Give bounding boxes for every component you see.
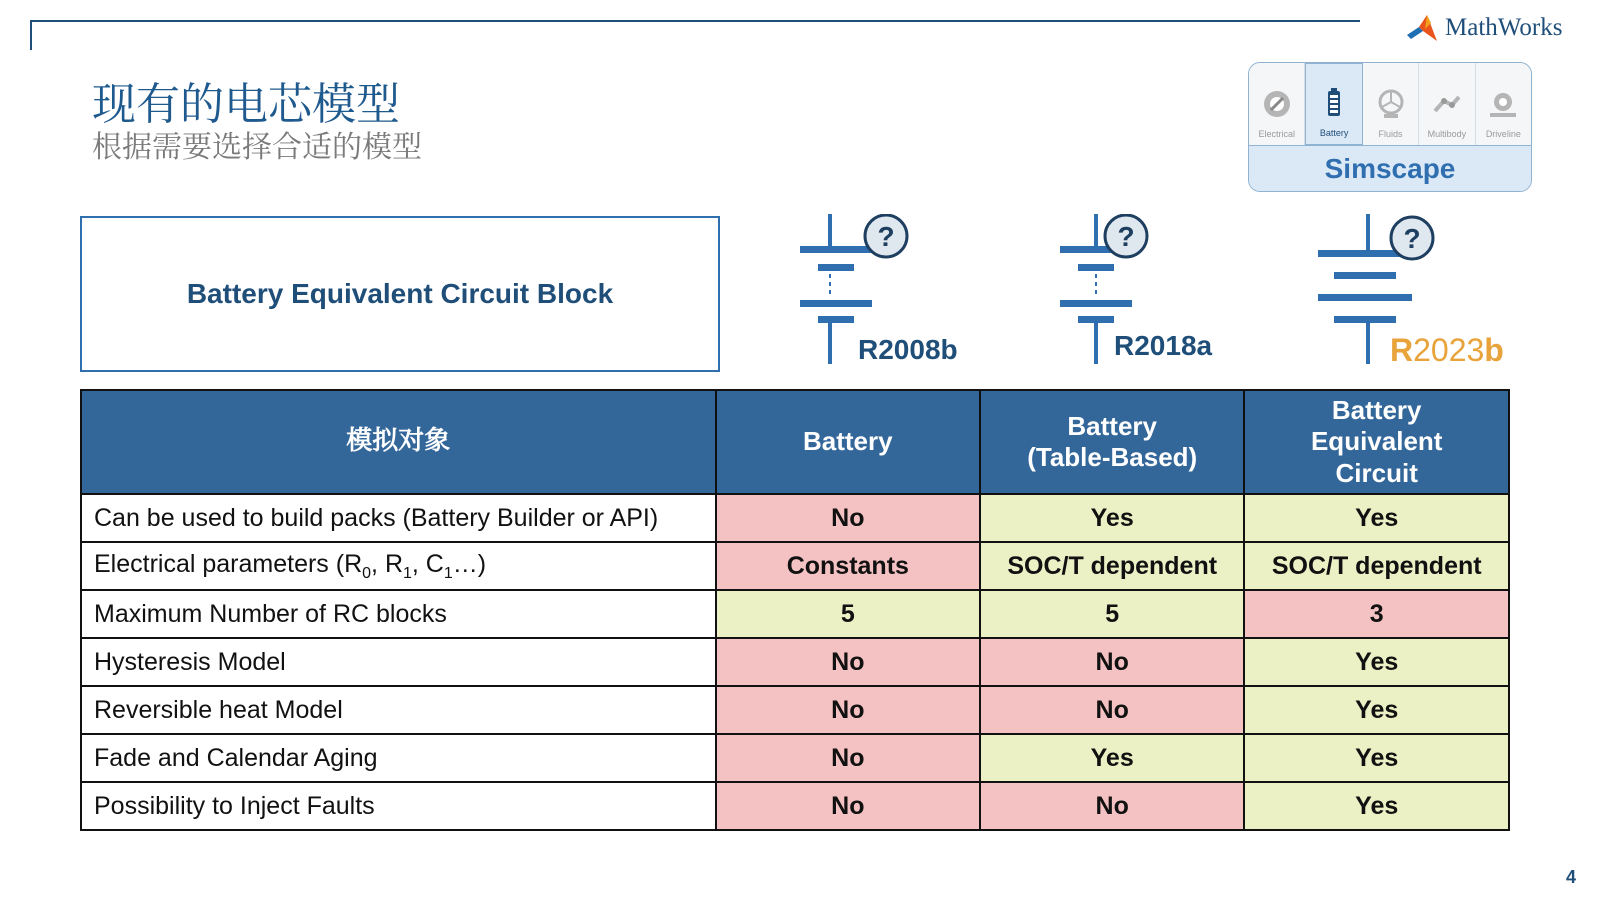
value-cell: No xyxy=(716,734,980,782)
row-label: Hysteresis Model xyxy=(81,638,716,686)
value-cell: 5 xyxy=(716,590,980,638)
release-r2023b xyxy=(1390,332,1504,369)
row-label: Maximum Number of RC blocks xyxy=(81,590,716,638)
table-row xyxy=(81,494,1509,542)
table-row xyxy=(81,686,1509,734)
header-cell: Battery xyxy=(716,390,980,494)
page-title: 现有的电芯模型 xyxy=(92,79,400,130)
simscape-tab-fluids xyxy=(1363,63,1419,145)
simscape-tab-electrical xyxy=(1249,63,1305,145)
table-row xyxy=(81,782,1509,830)
label-part: …) xyxy=(452,549,487,578)
simscape-tab-battery xyxy=(1305,63,1362,145)
table-row xyxy=(81,638,1509,686)
label-part: , C xyxy=(411,549,444,578)
table-header-row xyxy=(81,390,1509,494)
mathworks-logo xyxy=(1405,8,1580,48)
table-row xyxy=(81,590,1509,638)
top-rule-tick xyxy=(30,20,32,50)
header-line: Circuit xyxy=(1335,457,1418,488)
table-row xyxy=(81,542,1509,590)
simscape-tab-label: Multibody xyxy=(1427,129,1467,139)
row-label: Reversible heat Model xyxy=(81,686,716,734)
release-r2008b: R2008b xyxy=(858,334,958,365)
row-label xyxy=(81,542,716,590)
simscape-name: Simscape xyxy=(1249,145,1531,192)
value-cell: Yes xyxy=(1244,638,1509,686)
help-icon: ? xyxy=(1117,221,1135,252)
header-line: Battery xyxy=(1067,410,1157,441)
label-sub: 1 xyxy=(443,564,453,582)
header-line: (Table-Based) xyxy=(1027,442,1198,472)
value-cell: Yes xyxy=(1244,734,1509,782)
label-part: , R xyxy=(371,549,403,578)
value-cell: No xyxy=(980,638,1244,686)
label-sub: 0 xyxy=(362,564,372,582)
value-cell: 5 xyxy=(980,590,1244,638)
value-cell: No xyxy=(716,686,980,734)
value-cell: No xyxy=(716,782,980,830)
help-icon: ? xyxy=(1403,223,1421,254)
value-cell: 3 xyxy=(1244,590,1509,638)
membrane-icon xyxy=(1405,13,1439,43)
top-rule xyxy=(30,20,1360,22)
value-cell: No xyxy=(980,782,1244,830)
header-line: Equivalent xyxy=(1310,426,1443,457)
value-cell: Yes xyxy=(1244,686,1509,734)
simscape-tab-label: Fluids xyxy=(1378,129,1403,139)
header-cell xyxy=(980,390,1244,494)
release-mid: 2023 xyxy=(1413,332,1485,368)
comparison-table xyxy=(80,389,1510,831)
label-sub: 1 xyxy=(403,564,412,582)
page-number: 4 xyxy=(1565,867,1576,887)
battery-icon xyxy=(1319,88,1349,118)
simscape-tab-driveline xyxy=(1476,63,1531,145)
electrical-icon xyxy=(1262,89,1292,119)
row-label: Fade and Calendar Aging xyxy=(81,734,716,782)
label-part: Electrical parameters (R xyxy=(94,549,363,578)
ecb-label-box: Battery Equivalent Circuit Block xyxy=(80,216,720,372)
value-cell: Yes xyxy=(980,734,1244,782)
header-line: Battery xyxy=(1331,395,1422,426)
value-cell: SOC/T dependent xyxy=(980,542,1244,590)
release-suffix: b xyxy=(1484,332,1504,368)
help-icon: ? xyxy=(877,221,895,252)
value-cell: No xyxy=(716,638,980,686)
value-cell: No xyxy=(716,494,980,542)
multibody-icon xyxy=(1432,89,1462,119)
fluids-icon xyxy=(1376,89,1406,119)
driveline-icon xyxy=(1488,89,1518,119)
logo-text: MathWorks xyxy=(1445,14,1563,41)
simscape-tab-label: Battery xyxy=(1319,128,1349,138)
release-r2018a: R2018a xyxy=(1114,330,1213,361)
value-cell: Constants xyxy=(716,542,980,590)
value-cell: SOC/T dependent xyxy=(1244,542,1509,590)
simscape-panel xyxy=(1248,62,1532,192)
value-cell: Yes xyxy=(980,494,1244,542)
value-cell: Yes xyxy=(1244,494,1509,542)
table-row xyxy=(81,734,1509,782)
release-prefix: R xyxy=(1390,332,1414,368)
value-cell: No xyxy=(980,686,1244,734)
simscape-tab-label: Driveline xyxy=(1485,129,1521,139)
simscape-tab-label: Electrical xyxy=(1258,129,1295,139)
header-cell xyxy=(1244,390,1509,494)
simscape-tab-multibody xyxy=(1419,63,1475,145)
value-cell: Yes xyxy=(1244,782,1509,830)
page-subtitle: 根据需要选择合适的模型 xyxy=(92,130,422,165)
row-label: Possibility to Inject Faults xyxy=(81,782,716,830)
row-label: Can be used to build packs (Battery Builder or API) xyxy=(81,494,716,542)
header-cell: 模拟对象 xyxy=(81,390,716,494)
